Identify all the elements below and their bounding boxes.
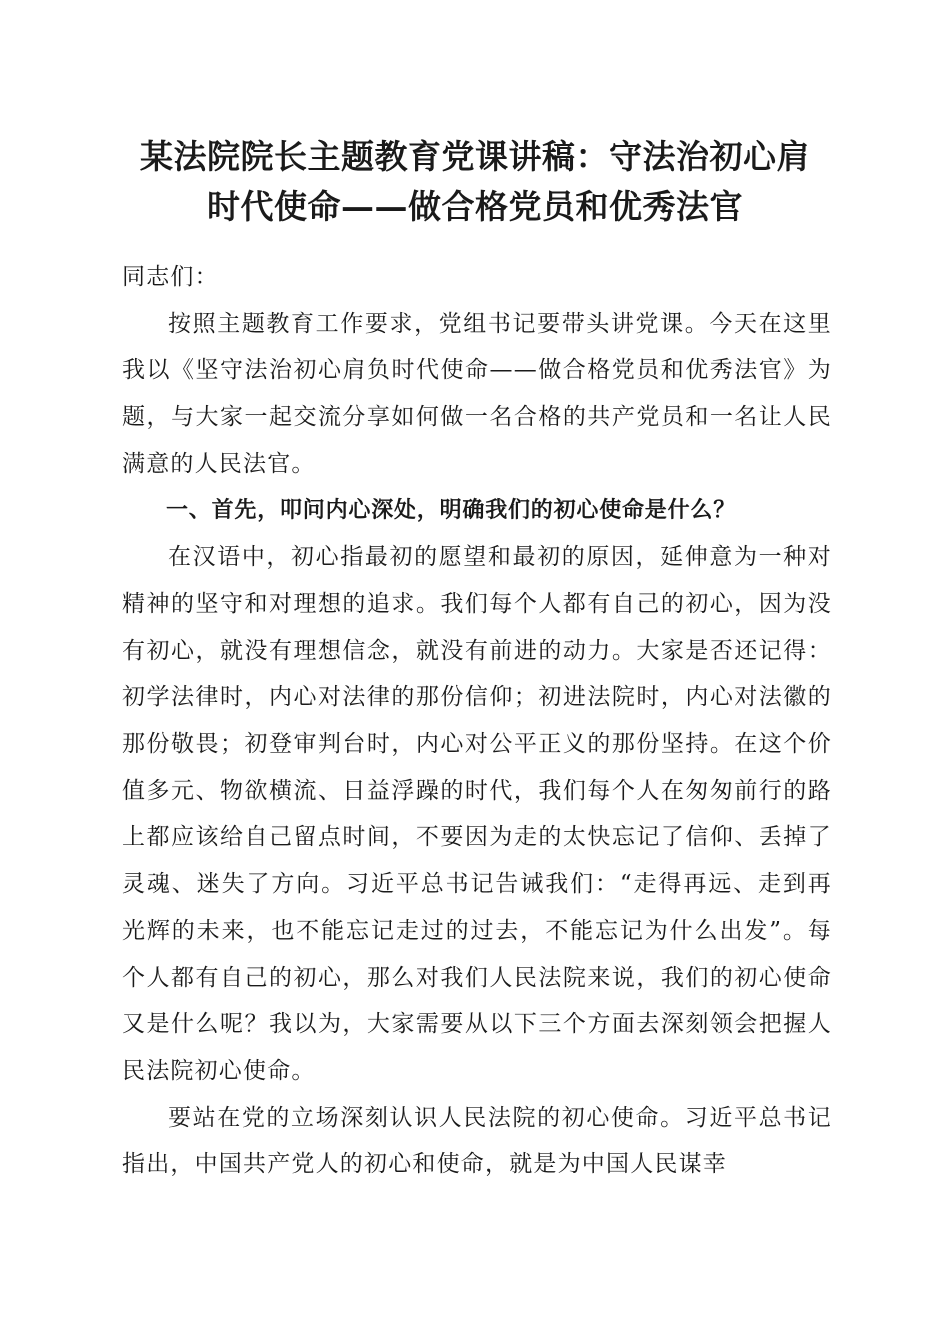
paragraph-party-stance: 要站在党的立场深刻认识人民法院的初心使命。习近平总书记指出，中国共产党人的初心和使命，就是为中国人民谋幸 xyxy=(122,1104,832,1178)
document-body xyxy=(122,254,832,1188)
title-line-1: 某法院院长主题教育党课讲稿：守法治初心肩 xyxy=(140,137,810,176)
paragraph-initial-mind: 在汉语中，初心指最初的愿望和最初的原因，延伸意为一种对精神的坚守和对理想的追求。我们每个人都有自己的初心，因为没有初心，就没有理想信念，就没有前进的动力。大家是否还记得：初学法律时，内心对法律的那份信仰；初进法院时，内心对法徽的那份敬畏；初登审判台时，内心对公平正义的那份坚持。在这个价值多元、物欲横流、日益浮躁的时代，我们每个人在匆匆前行的路上都应该给自己留点时间，不要因为走的太快忘记了信仰、丢掉了灵魂、迷失了方向。习近平总书记告诫我们：“走得再远、走到再光辉的未来，也不能忘记走过的过去，不能忘记为什么出发”。每个人都有自己的初心，那么对我们人民法院来说，我们的初心使命又是什么呢？我以为，大家需要从以下三个方面去深刻领会把握人民法院初心使命。 xyxy=(122,544,832,1084)
paragraph-intro: 按照主题教育工作要求，党组书记要带头讲党课。今天在这里我以《坚守法治初心肩负时代使命——做合格党员和优秀法官》为题，与大家一起交流分享如何做一名合格的共产党员和一名让人民满意的人民法官。 xyxy=(122,310,832,477)
title-line-2: 时代使命——做合格党员和优秀法官 xyxy=(207,187,743,226)
section-heading-1: 一、首先，叩问内心深处，明确我们的初心使命是什么？ xyxy=(166,497,737,523)
salutation: 同志们： xyxy=(122,264,219,290)
document-title xyxy=(100,132,850,232)
